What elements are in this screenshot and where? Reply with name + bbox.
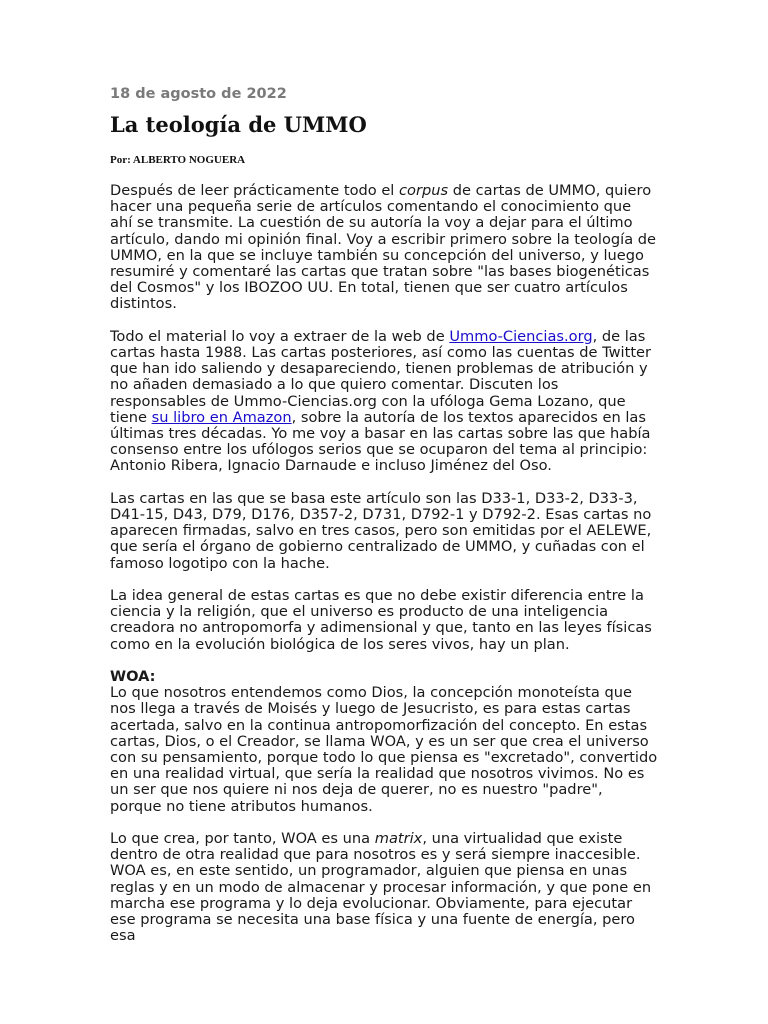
paragraph-matrix-text-a: Lo que crea, por tanto, WOA es una xyxy=(110,830,375,848)
section-woa xyxy=(110,669,658,815)
paragraph-sources-text-c: , sobre la autoría de los textos aparecidos en las últimas tres décadas. Yo me voy a basar en las cartas sobre las que había consenso entre los ufólogos serios que se ocuparon del tema al principio: Antonio Ribera, Ignacio Darnaude e incluso Jiménez del Oso. xyxy=(110,408,651,475)
paragraph-matrix-emphasis: matrix xyxy=(374,830,423,848)
article-byline: Por: ALBERTO NOGUERA xyxy=(110,154,246,166)
paragraph-intro xyxy=(110,183,658,313)
paragraph-intro-text-b: de cartas de UMMO, quiero hacer una pequeña serie de artículos comentando el conocimiento que ahí se transmite. La cuestión de su autoría la voy a dejar para el último artículo, dando mi opinión final. Voy a escribir primero sobre la teología de UMMO, en la que se incluye también su concepción del universo, y luego resumiré y comentaré las cartas que tratan sobre "las bases biogenéticas del Cosmos" y los IBOZOO UU. En total, tienen que ser cuatro artículos distintos. xyxy=(110,182,657,313)
paragraph-letters: Las cartas en las que se basa este artículo son las D33-1, D33-2, D33-3, D41-15, D43, D79, D176, D357-2, D731, D792-1 y D792-2. Esas cartas no aparecen firmadas, salvo en tres casos, pero son emitidas por el AELEWE, que sería el órgano de gobierno centralizado de UMMO, y cuñadas con el famoso logotipo con la hache. xyxy=(110,489,652,572)
paragraph-matrix-text-b: , una virtualidad que existe dentro de otra realidad que para nosotros es y será siempre inaccesible. WOA es, en este sentido, un programador, alguien que piensa en unas reglas y en un modo de almacenar y procesar información, y que pone en marcha ese programa y lo deja evolucionar. Obviamente, para ejecutar ese programa se necesita una base física y una fuente de energía, pero esa xyxy=(110,830,652,945)
paragraph-intro-emphasis: corpus xyxy=(399,182,449,199)
paragraph-idea: La idea general de estas cartas es que no debe existir diferencia entre la ciencia y la religión, que el universo es producto de una inteligencia creadora no antropomorfa y adimensional y que, tanto en las leyes físicas como en la evolución biológica de los seres vivos, hay un plan. xyxy=(110,587,652,653)
article-title: La teología de UMMO xyxy=(110,112,367,137)
article xyxy=(110,84,658,961)
ummo-ciencias-link[interactable]: Ummo-Ciencias.org xyxy=(449,327,593,345)
paragraph-matrix xyxy=(110,831,658,944)
paragraph-sources xyxy=(110,329,658,475)
paragraph-sources-text-b: , de las cartas hasta 1988. Las cartas posteriores, así como las cuentas de Twitter que han ido saliendo y desapareciendo, tienen problemas de atribución y no añaden demasiado a lo que quiero comentar. Discuten los responsables de Ummo-Ciencias.org con la ufóloga Gema Lozano, que tiene xyxy=(110,327,652,426)
article-date: 18 de agosto de 2022 xyxy=(110,86,287,102)
paragraph-sources-text-a: Todo el material lo voy a extraer de la web de xyxy=(110,327,450,345)
paragraph-woa: Lo que nosotros entendemos como Dios, la concepción monoteísta que nos llega a través de Moisés y luego de Jesucristo, es para estas cartas acertada, salvo en la continua antropomorfización del concepto. En estas cartas, Dios, o el Creador, se llama WOA, y es un ser que crea el universo con su pensamiento, porque todo lo que piensa es "excretado", convertido en una realidad virtual, que sería la realidad que nosotros vivimos. No es un ser que nos quiere ni nos deja de querer, no es nuestro "padre", porque no tiene atributos humanos. xyxy=(110,684,658,815)
amazon-book-link[interactable]: su libro en Amazon xyxy=(151,408,292,426)
paragraph-intro-text-a: Después de leer prácticamente todo el xyxy=(110,182,399,199)
section-heading-woa: WOA: xyxy=(110,668,156,686)
